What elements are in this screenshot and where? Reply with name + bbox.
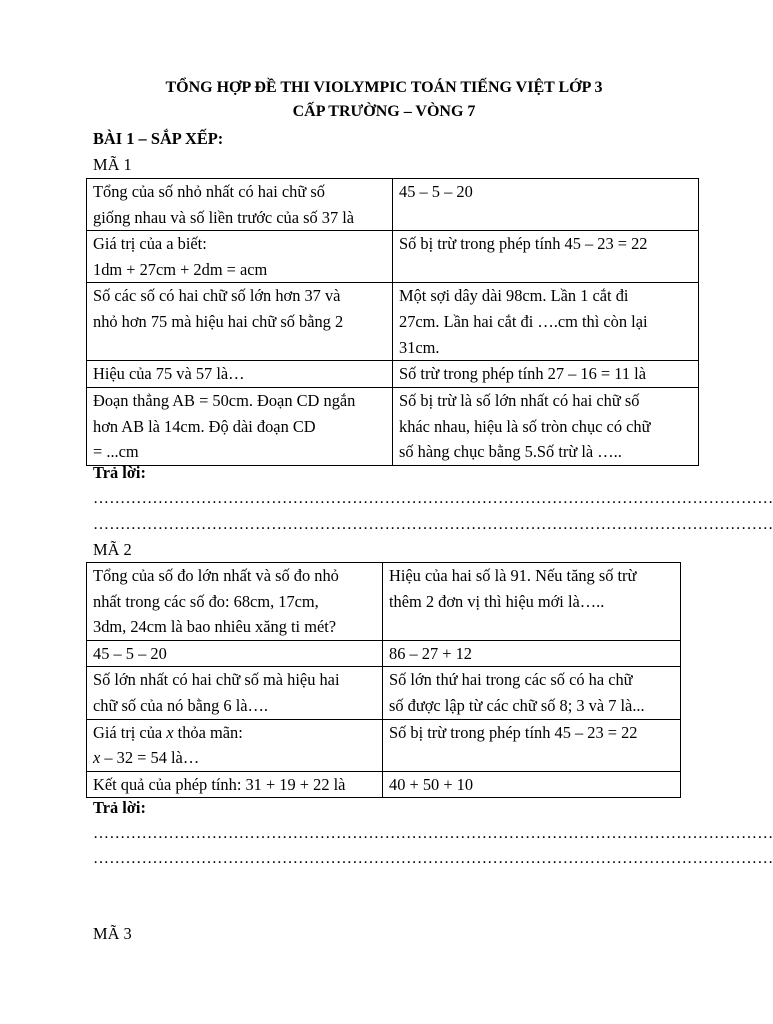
document-title: TỔNG HỢP ĐỀ THI VIOLYMPIC TOÁN TIẾNG VIỆT LỚP 3	[165, 79, 603, 96]
table-cell: 40 + 50 + 10	[383, 771, 681, 798]
table-cell: Hiệu của hai số là 91. Nếu tăng số trừ thêm 2 đơn vị thì hiệu mới là…..	[383, 563, 681, 641]
answer-line: ………………………………………………………………………………………………………………	[93, 825, 773, 842]
table-cell: Hiệu của 75 và 57 là…	[87, 361, 393, 388]
table-row	[87, 283, 699, 361]
table-cell: Giá trị của a biết: 1dm + 27cm + 2dm = acm	[87, 231, 393, 283]
code-label-2: MÃ 2	[93, 540, 132, 559]
table-row	[87, 361, 699, 388]
table-cell: Số bị trừ là số lớn nhất có hai chữ số khác nhau, hiệu là số tròn chục có chữ số hàng chục bằng 5.Số trừ là …..	[393, 387, 699, 465]
table-row	[87, 667, 681, 719]
code-label-3: MÃ 3	[93, 924, 132, 943]
document-subtitle: CẤP TRƯỜNG – VÒNG 7	[292, 103, 476, 120]
table-cell: Số lớn thứ hai trong các số có ha chữ số được lập từ các chữ số 8; 3 và 7 là...	[383, 667, 681, 719]
section-heading: BÀI 1 – SẮP XẾP:	[93, 129, 224, 148]
table-row	[87, 231, 699, 283]
sorting-table-1	[86, 178, 699, 466]
table-row	[87, 640, 681, 667]
table-cell: Tổng của số đo lớn nhất và số đo nhỏ nhất trong các số đo: 68cm, 17cm, 3dm, 24cm là bao nhiêu xăng ti mét?	[87, 563, 383, 641]
table-cell: 86 – 27 + 12	[383, 640, 681, 667]
table-cell: Số bị trừ trong phép tính 45 – 23 = 22	[383, 719, 681, 771]
table-cell: Tổng của số nhỏ nhất có hai chữ số giống nhau và số liền trước của số 37 là	[87, 179, 393, 231]
table-cell: 45 – 5 – 20	[393, 179, 699, 231]
answer-line: ………………………………………………………………………………………………………………	[93, 850, 773, 867]
answer-line: ………………………………………………………………………………………………………………	[93, 490, 773, 507]
code-label-1: MÃ 1	[93, 155, 132, 174]
table-cell: Kết quả của phép tính: 31 + 19 + 22 là	[87, 771, 383, 798]
table-row	[87, 179, 699, 231]
table-cell: 45 – 5 – 20	[87, 640, 383, 667]
table-cell: Số trừ trong phép tính 27 – 16 = 11 là	[393, 361, 699, 388]
table-row	[87, 387, 699, 465]
answer-label-1: Trả lời:	[93, 463, 146, 482]
table-cell: Một sợi dây dài 98cm. Lần 1 cắt đi 27cm. Lần hai cắt đi ….cm thì còn lại 31cm.	[393, 283, 699, 361]
table-cell: Giá trị của x thỏa mãn: x – 32 = 54 là…	[87, 719, 383, 771]
answer-label-2: Trả lời:	[93, 798, 146, 817]
table-cell: Số các số có hai chữ số lớn hơn 37 và nhỏ hơn 75 mà hiệu hai chữ số bằng 2	[87, 283, 393, 361]
table-row	[87, 563, 681, 641]
answer-line: ………………………………………………………………………………………………………………	[93, 516, 773, 533]
table-row	[87, 719, 681, 771]
table-cell: Số lớn nhất có hai chữ số mà hiệu hai chữ số của nó bằng 6 là….	[87, 667, 383, 719]
sorting-table-2	[86, 562, 681, 798]
table-cell: Đoạn thẳng AB = 50cm. Đoạn CD ngắn hơn AB là 14cm. Độ dài đoạn CD = ...cm	[87, 387, 393, 465]
table-row	[87, 771, 681, 798]
table-cell: Số bị trừ trong phép tính 45 – 23 = 22	[393, 231, 699, 283]
